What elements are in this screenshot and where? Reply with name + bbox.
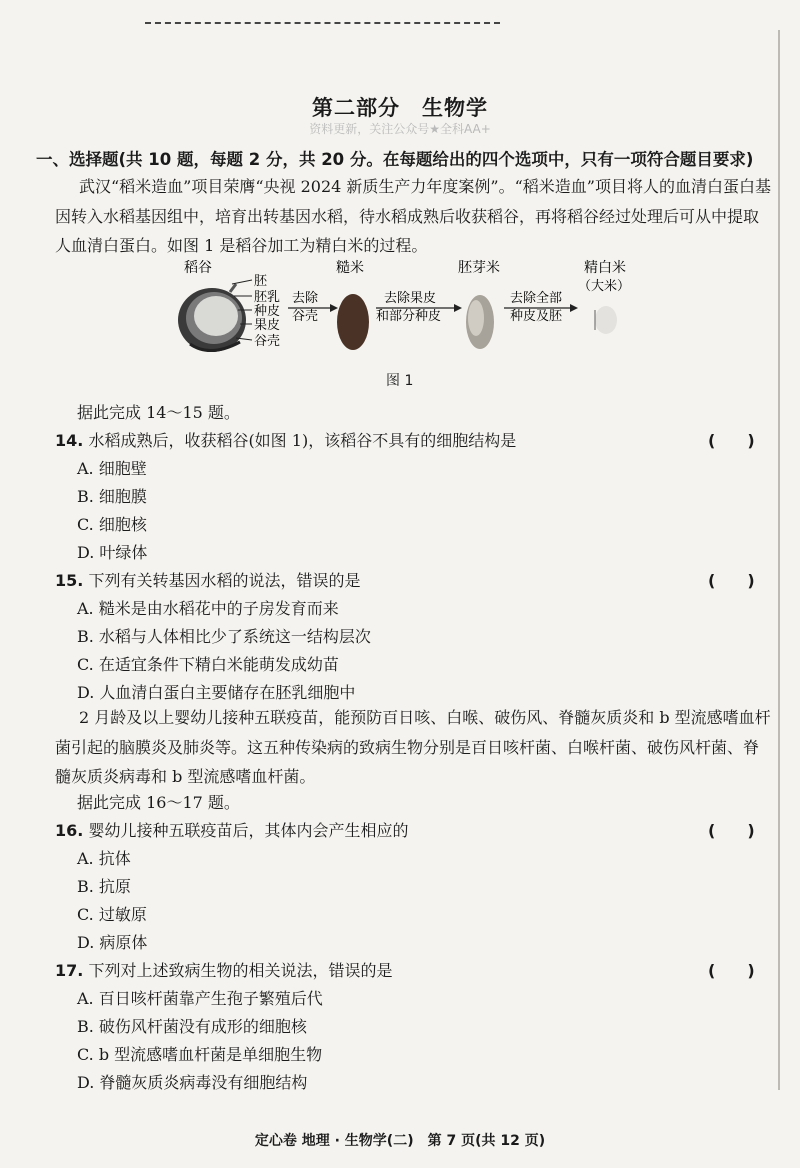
page-title: 第二部分 生物学 [312,96,488,120]
rice-process-diagram [170,258,640,378]
option-17c: C. b 型流感嗜血杆菌是单细胞生物 [77,1045,323,1064]
step2-line1: 去除果皮 [384,291,437,306]
answer-blank-17: ( ) [708,961,755,980]
step1-line2: 谷壳 [292,309,319,324]
section-heading: 一、选择题(共 10 题，每题 2 分，共 20 分。在每题给出的四个选项中，只有一项符合题目要求) [36,150,754,169]
question-number: 17. [55,961,84,980]
page-footer: 定心卷 地理 · 生物学(二) 第 7 页(共 12 页) [254,1133,546,1149]
option-14b: B. 细胞膜 [77,487,147,506]
passage-vaccine: 2 月龄及以上婴幼儿接种五联疫苗，能预防百日咳、白喉、破伤风、脊髓灰质炎和 b 型流感嗜血杆菌引起的脑膜炎及肺炎等。这五种传染病的致病生物分别是百日咳杆菌、白喉杆菌、破伤风杆菌、脊髓灰质炎病毒和 b 型流感嗜血杆菌。 [55,708,771,786]
watermark: 资料更新，关注公众号★全科AA+ [309,122,491,136]
option-17d: D. 脊髓灰质炎病毒没有细胞结构 [77,1073,308,1092]
lead-16-17: 据此完成 16～17 题。 [77,793,240,812]
answer-blank-16: ( ) [708,821,755,840]
step2-line2: 和部分种皮 [376,309,442,324]
question-number: 16. [55,821,84,840]
answer-blank-15: ( ) [708,571,755,590]
lead-14-15: 据此完成 14～15 题。 [77,403,240,422]
question-stem: 水稻成熟后，收获稻谷(如图 1)，该稻谷不具有的细胞结构是 [88,431,517,450]
answer-blank-14: ( ) [708,431,755,450]
rice-grain-section-image [178,284,246,352]
question-stem: 下列对上述致病生物的相关说法，错误的是 [88,961,393,980]
label-daogu: 稻谷 [184,260,212,276]
option-15a: A. 糙米是由水稻花中的子房发育而来 [77,599,339,618]
question-14 [55,428,516,451]
option-14d: D. 叶绿体 [77,543,148,562]
question-stem: 下列有关转基因水稻的说法，错误的是 [88,571,361,590]
part-zhongpi: 种皮 [254,304,281,319]
question-number: 15. [55,571,84,590]
part-guopi: 果皮 [254,318,281,333]
question-16 [55,818,408,841]
part-pei: 胚 [254,274,268,289]
question-stem: 婴幼儿接种五联疫苗后，其体内会产生相应的 [88,821,409,840]
question-number: 14. [55,431,84,450]
option-14c: C. 细胞核 [77,515,147,534]
part-guke: 谷壳 [254,334,281,349]
option-14a: A. 细胞壁 [77,459,147,478]
option-16c: C. 过敏原 [77,905,147,924]
option-16b: B. 抗原 [77,877,131,896]
step1-line1: 去除 [292,291,319,306]
label-jingbaimi: 精白米 [584,260,626,276]
option-16d: D. 病原体 [77,933,148,952]
arrowhead-3 [570,304,578,312]
label-dami: （大米） [578,279,631,294]
label-peiyami: 胚芽米 [458,260,500,276]
part-peiru: 胚乳 [254,290,281,305]
step3-line1: 去除全部 [510,291,563,306]
option-15b: B. 水稻与人体相比少了系统这一结构层次 [77,627,371,646]
question-17 [55,958,392,981]
arrowhead-1 [330,304,338,312]
passage-rice: 武汉“稻米造血”项目荣膺“央视 2024 新质生产力年度案例”。“稻米造血”项目将人的血清白蛋白基因转入水稻基因组中，培育出转基因水稻，待水稻成熟后收获稻谷，再将稻谷经过处理后可从中提取人血清白蛋白。如图 1 是稻谷加工为精白米的过程。 [55,177,771,255]
step3-line2: 种皮及胚 [510,309,563,324]
white-rice-image [595,306,617,334]
option-15c: C. 在适宜条件下精白米能萌发成幼苗 [77,655,339,674]
option-17a: A. 百日咳杆菌靠产生孢子繁殖后代 [77,989,323,1008]
top-dashed-rule [145,22,500,24]
brown-rice-image [337,294,369,350]
label-cumi: 糙米 [336,260,364,276]
figure-1 [170,258,640,378]
option-16a: A. 抗体 [77,849,131,868]
question-15 [55,568,360,591]
arrowhead-2 [454,304,462,312]
option-17b: B. 破伤风杆菌没有成形的细胞核 [77,1017,307,1036]
option-15d: D. 人血清白蛋白主要储存在胚乳细胞中 [77,683,356,702]
page-edge [778,30,780,1090]
figure-caption: 图 1 [386,373,414,389]
